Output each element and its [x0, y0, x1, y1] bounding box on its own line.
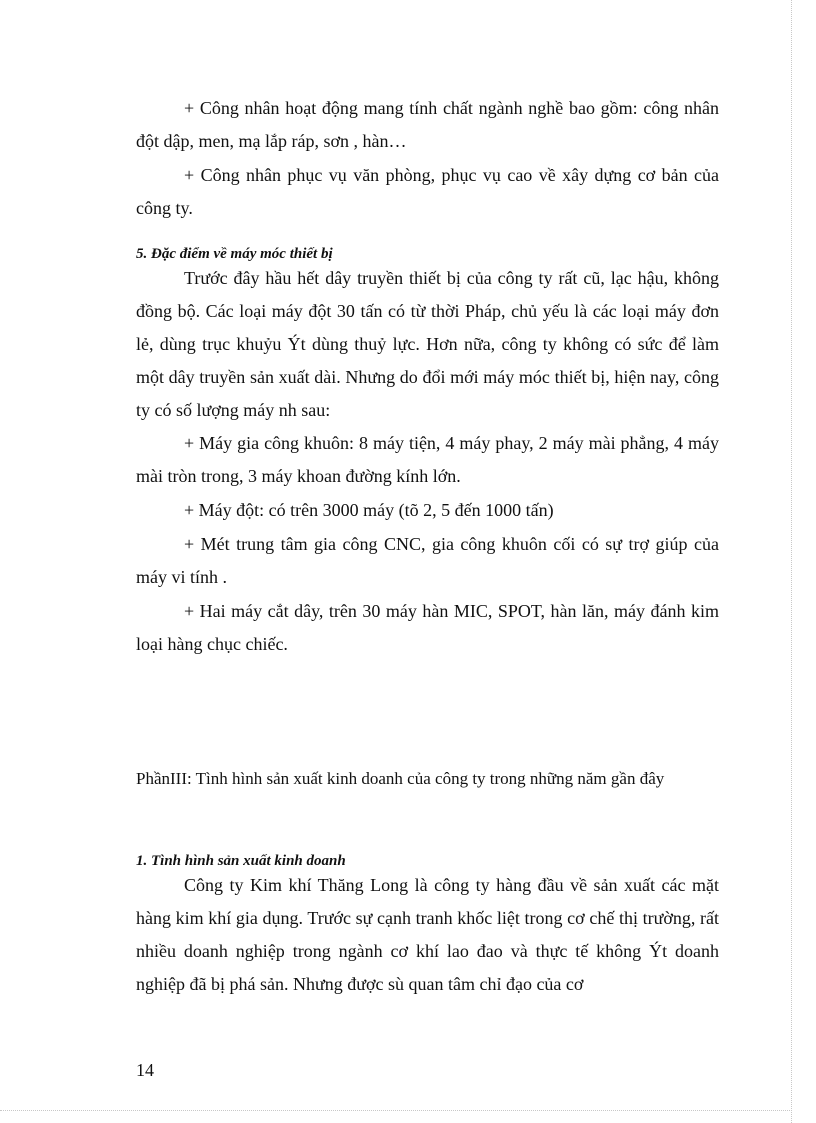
machinery-item-press-machines: + Máy đột: có trên 3000 máy (tõ 2, 5 đến 1000 tấn)	[184, 500, 554, 520]
paragraph-workers-production: + Công nhân hoạt động mang tính chất ngành nghề bao gồm: công nhân đột dập, men, mạ lắp ráp, sơn , hàn…	[136, 98, 719, 151]
machinery-item-cnc-center: + Mét trung tâm gia công CNC, gia công khuôn cối có sự trợ giúp của máy vi tính .	[136, 534, 719, 587]
section-heading-machinery: 5. Đặc điểm về máy móc thiết bị	[136, 246, 333, 262]
page-number: 14	[136, 1060, 154, 1080]
paragraph-business-body: Công ty Kim khí Thăng Long là công ty hàng đầu về sản xuất các mặt hàng kim khí gia dụng. Trước sự cạnh tranh khốc liệt trong cơ chế thị trường, rất nhiều doanh nghiệp trong ngành cơ khí lao đao và thực tế không Ýt doanh nghiệp đã bị phá sản. Nhưng được sù quan tâm chỉ đạo của cơ	[136, 875, 719, 994]
paragraph-workers-office: + Công nhân phục vụ văn phòng, phục vụ cao về xây dựng cơ bản của công ty.	[136, 165, 719, 218]
page-border-right	[791, 0, 792, 1123]
section-heading-business: 1. Tình hình sản xuất kinh doanh	[136, 853, 346, 869]
paragraph-machinery-intro: Trước đây hầu hết dây truyền thiết bị của công ty rất cũ, lạc hậu, không đồng bộ. Các loại máy đột 30 tấn có từ thời Pháp, chủ yếu là các loại máy đơn lẻ, dùng trục khuỷu Ýt dùng thuỷ lực. Hơn nữa, công ty không có sức để làm một dây truyền sản xuất dài. Nhưng do đổi mới máy móc thiết bị, hiện nay, công ty có số lượng máy nh sau:	[136, 268, 719, 420]
part-title: PhầnIII: Tình hình sản xuất kinh doanh của công ty trong những năm gần đây	[136, 769, 665, 788]
machinery-item-wire-cutting: + Hai máy cắt dây, trên 30 máy hàn MIC, SPOT, hàn lăn, máy đánh kim loại hàng chục chiếc.	[136, 601, 719, 654]
machinery-item-mold-machines: + Máy gia công khuôn: 8 máy tiện, 4 máy phay, 2 máy mài phẳng, 4 máy mài tròn trong, 3 máy khoan đường kính lớn.	[136, 433, 719, 486]
page-border-bottom	[0, 1110, 792, 1111]
